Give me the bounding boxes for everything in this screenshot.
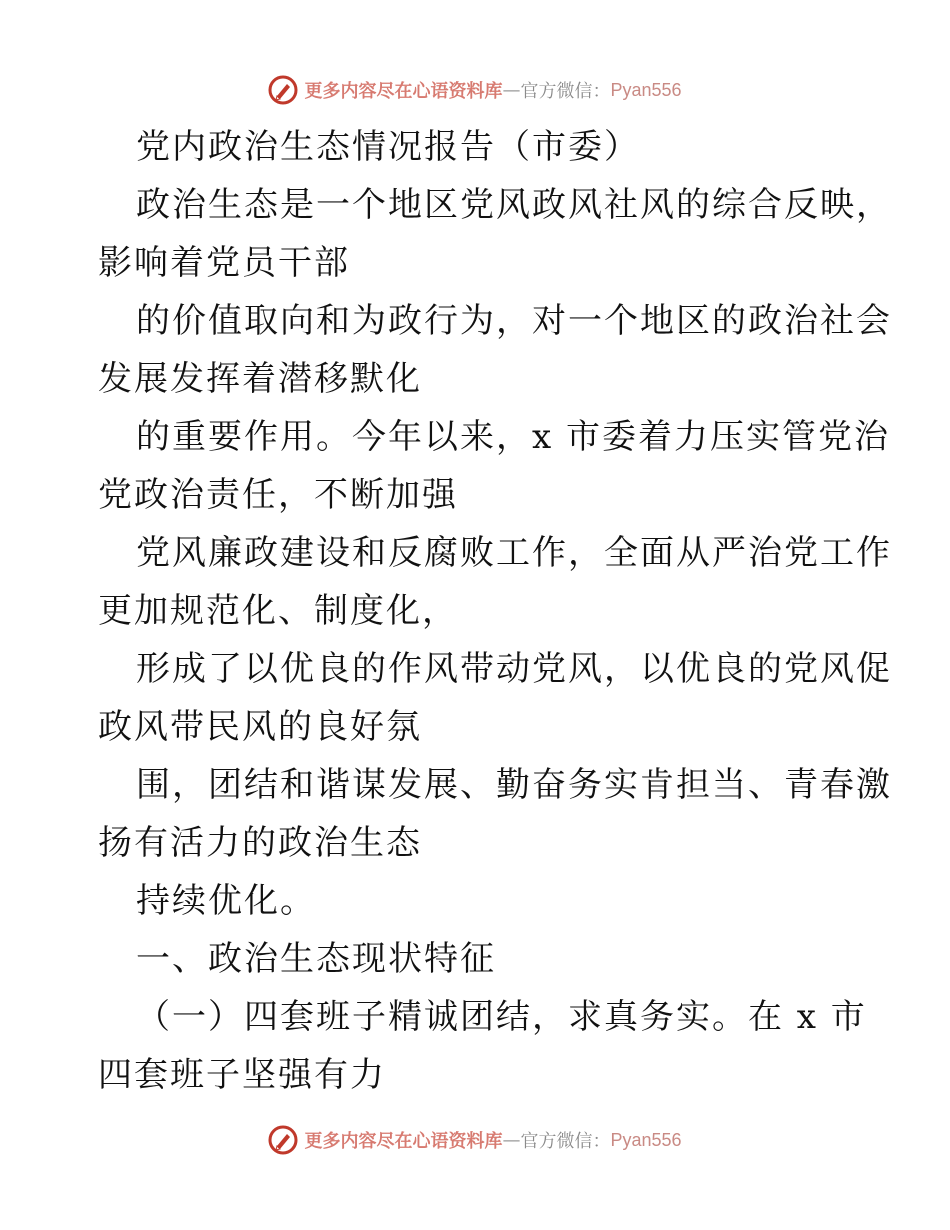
- banner-wechat-id: Pyan556: [610, 79, 682, 100]
- pen-circle-logo-icon: [268, 1125, 298, 1155]
- paragraph-line: 党风廉政建设和反腐败工作，全面从严治党工作: [136, 533, 892, 573]
- paragraph-line: 更加规范化、制度化，: [98, 591, 458, 631]
- paragraph-line: 影响着党员干部: [98, 243, 350, 283]
- header-banner: [0, 70, 950, 110]
- banner-wechat-id: Pyan556: [610, 1129, 682, 1150]
- paragraph-line: 的重要作用。今年以来，x 市委着力压实管党治: [136, 417, 890, 457]
- paragraph-line: 党政治责任，不断加强: [98, 475, 458, 515]
- banner-dash: —: [502, 1129, 521, 1151]
- document-title: 党内政治生态情况报告（市委）: [136, 127, 640, 167]
- paragraph-line: 的价值取向和为政行为，对一个地区的政治社会: [136, 301, 892, 341]
- paragraph-line: 政风带民风的良好氛: [98, 707, 422, 747]
- banner-site-name: 更多内容尽在心语资料库: [304, 81, 503, 102]
- pen-circle-logo-icon: [268, 75, 298, 105]
- subsection-heading: （一）四套班子精诚团结，求真务实。在 x 市: [136, 997, 867, 1037]
- paragraph-line: 四套班子坚强有力: [98, 1055, 386, 1095]
- paragraph-line: 持续优化。: [136, 881, 316, 921]
- section-heading: 一、政治生态现状特征: [136, 939, 496, 979]
- paragraph-line: 围，团结和谐谋发展、勤奋务实肯担当、青春激: [136, 765, 892, 805]
- banner-official-label: 官方微信：: [520, 81, 611, 102]
- paragraph-line: 扬有活力的政治生态: [98, 823, 422, 863]
- banner-official-label: 官方微信：: [520, 1131, 611, 1152]
- document-body: [98, 118, 892, 1104]
- paragraph-line: 政治生态是一个地区党风政风社风的综合反映，: [136, 185, 892, 225]
- paragraph-line: 形成了以优良的作风带动党风，以优良的党风促: [136, 649, 892, 689]
- footer-banner: [0, 1120, 950, 1160]
- banner-dash: —: [502, 79, 521, 101]
- paragraph-line: 发展发挥着潜移默化: [98, 359, 422, 399]
- banner-site-name: 更多内容尽在心语资料库: [304, 1131, 503, 1152]
